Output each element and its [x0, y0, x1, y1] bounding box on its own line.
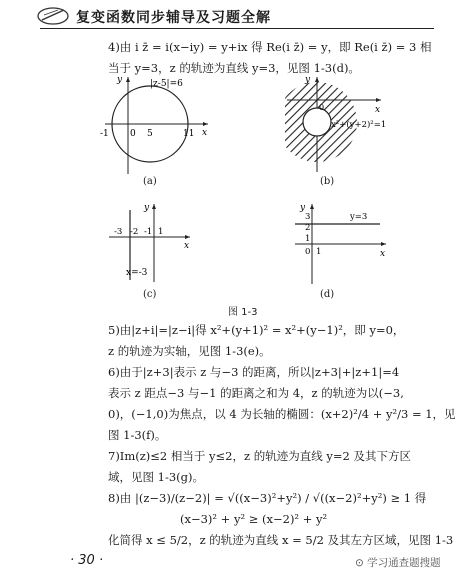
figure-a: [100, 72, 210, 182]
page-number: · 30 ·: [70, 553, 104, 568]
axis-x-label: x: [375, 105, 381, 115]
text-line: 域，见图 1-3(g)。: [108, 470, 205, 484]
tick-label: -1: [144, 227, 153, 237]
axis-y-label: y: [144, 203, 150, 213]
figure-c: [104, 200, 194, 290]
watermark-text: 学习通查题搜题: [367, 557, 441, 569]
axis-x-label: x: [202, 128, 208, 138]
tick-label: -1: [100, 129, 109, 139]
curve-label: x=-3: [126, 268, 148, 278]
chat-bubble-icon: ⊙: [355, 557, 368, 569]
figure-caption: 图 1-3: [228, 307, 258, 318]
text-line: (x−3)² + y² ≥ (x−2)² + y²: [180, 512, 328, 526]
text-line: 0)，(−1,0)为焦点，以 4 为长轴的椭圆：(x+2)²/4 + y²/3 = 1，见: [108, 407, 456, 421]
tick-label: 0: [130, 129, 136, 139]
text-line: 化简得 x ≤ 5/2，z 的轨迹为直线 x = 5/2 及其左方区域，见图 1-3: [108, 533, 454, 547]
text-line: 8)由 |(z−3)/(z−2)| = √((x−3)²+y²) / √((x−2)²+y²) ≥ 1 得: [108, 491, 427, 505]
text-line: 当于 y=3，z 的轨迹为直线 y=3，见图 1-3(d)。: [108, 61, 360, 75]
tick-label: 1: [305, 234, 311, 244]
text-line: 图 1-3(f)。: [108, 428, 167, 442]
watermark: [355, 555, 441, 570]
header-title: 复变函数同步辅导及习题全解: [76, 10, 271, 26]
tick-label: 3: [305, 212, 311, 222]
text-line: 表示 z 距点−3 与−1 的距离之和为 4，z 的轨迹为以(−3,: [108, 386, 404, 400]
book-pen-icon: [36, 4, 70, 26]
tick-label: 0: [305, 247, 311, 257]
figure-b: [285, 72, 395, 182]
page-header: [0, 0, 474, 30]
tick-label: -3: [114, 227, 123, 237]
axis-y-label: y: [117, 75, 123, 85]
figure-a-caption: (a): [143, 176, 157, 187]
figure-d-caption: (d): [320, 289, 335, 300]
text-line: 7)Im(z)≤2 相当于 y≤2，z 的轨迹为直线 y=2 及其下方区: [108, 449, 411, 463]
curve-label: |z-5|=6: [150, 79, 183, 89]
header-rule: [40, 28, 434, 29]
axis-y-label: y: [300, 203, 306, 213]
tick-label: 11: [183, 129, 195, 139]
curve-label: x²+(y+2)²=1: [331, 120, 387, 130]
axis-x-label: x: [380, 249, 386, 259]
tick-label: 5: [147, 129, 153, 139]
tick-label: 1: [316, 247, 322, 257]
text-line: 5)由|z+i|=|z−i|得 x²+(y+1)² = x²+(y−1)²，即 y=0，: [108, 323, 405, 337]
figure-d: [290, 200, 390, 290]
text-line: z 的轨迹为实轴，见图 1-3(e)。: [108, 344, 271, 358]
text-line: 6)由于|z+3|表示 z 与−3 的距离，所以|z+3|+|z+1|=4: [108, 365, 400, 379]
figure-c-caption: (c): [143, 289, 157, 300]
tick-label: -2: [130, 227, 139, 237]
tick-label: 0: [319, 103, 325, 112]
tick-label: 2: [305, 223, 311, 233]
figure-b-caption: (b): [320, 176, 335, 187]
tick-label: 1: [158, 227, 164, 237]
axis-y-label: y: [305, 75, 311, 85]
text-line: 4)由 i z̄ = i(x−iy) = y+ix 得 Re(i z̄) = y，即 Re(i z̄) = 3 相: [108, 40, 432, 54]
axis-x-label: x: [184, 241, 190, 251]
curve-label: y=3: [350, 212, 368, 222]
